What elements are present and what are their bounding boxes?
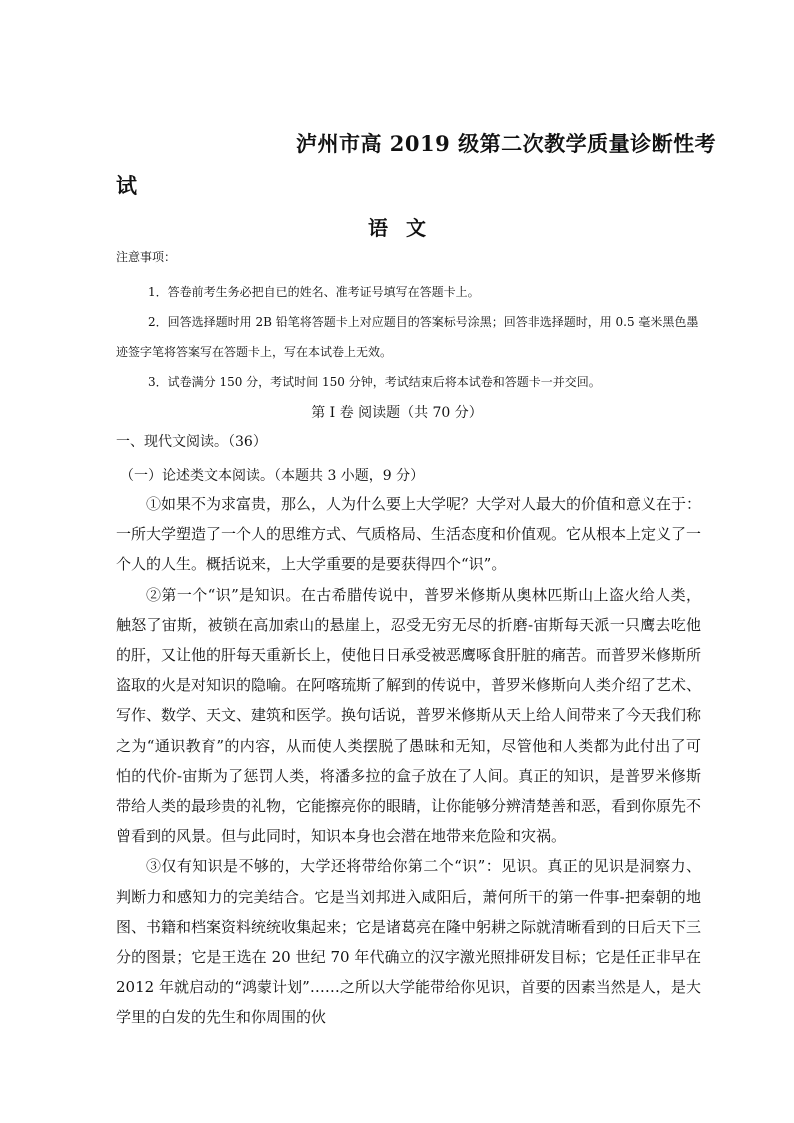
notice-text: 2．回答选择题时用 2B 铅笔将答题卡上对应题目的答案标号涂黑；回答非选择题时，用 0.5 毫米黑色墨迹签字笔将答案写在答题卡上，写在本试卷上无效。 xyxy=(116,315,699,359)
section-title: 第 I 卷 阅读题（共 70 分） xyxy=(311,405,483,421)
exam-title-line1: 泸州市高 2019 级第二次教学质量诊断性考 xyxy=(296,131,717,156)
exam-title-line2: 试 xyxy=(116,173,137,198)
notice-text: 3．试卷满分 150 分，考试时间 150 分钟，考试结束后将本试卷和答题卡一并交回。 xyxy=(148,375,601,389)
paragraph: ③仅有知识是不够的，大学还将带给你第二个“识”：见识。真正的见识是洞察力、判断力和感知力的完美结合。它是当刘邦进入咸阳后，萧何所干的第一件事-把秦朝的地图、书籍和档案资料统统收集起来；它是诸葛亮在隆中躬耕之际就清晰看到的日后天下三分的图景；它是王选在 20 世纪 70 年代确立的汉字激光照排研发目标；它是任正非早在 2012 年就启动的“鸿蒙计划”……之所以大学能带给你见识，首要的因素当然是人，是大学里的白发的先生和你周围的伙 xyxy=(116,857,702,1027)
paragraph: ①如果不为求富贵，那么，人为什么要上大学呢？大学对人最大的价值和意义在于：一所大学塑造了一个人的思维方式、气质格局、生活态度和价值观。它从根本上定义了一个人的人生。概括说来，上大学重要的是要获得四个“识”。 xyxy=(116,495,702,574)
notice-item-1 xyxy=(116,277,701,307)
notice-heading: 注意事项： xyxy=(116,250,177,264)
notice-item-2 xyxy=(116,307,701,367)
paragraph: ②第一个“识”是知识。在古希腊传说中，普罗米修斯从奥林匹斯山上盗火给人类，触怒了宙斯，被锁在高加索山的悬崖上，忍受无穷无尽的折磨-宙斯每天派一只鹰去吃他的肝，又让他的肝每天重新长上，使他日日承受被恶鹰啄食肝脏的痛苦。而普罗米修斯所盗取的火是对知识的隐喻。在阿喀琉斯了解到的传说中，普罗米修斯向人类介绍了艺术、写作、数学、天文、建筑和医学。换句话说，普罗米修斯从天上给人间带来了今天我们称之为“通识教育”的内容，从而使人类摆脱了愚昧和无知，尽管他和人类都为此付出了可怕的代价-宙斯为了惩罚人类，将潘多拉的盒子放在了人间。真正的知识，是普罗米修斯带给人类的最珍贵的礼物，它能擦亮你的眼睛，让你能够分辨清楚善和恶，看到你原先不曾看到的风景。但与此同时，知识本身也会潜在地带来危险和灾祸。 xyxy=(116,585,702,846)
sub-heading: （一）论述类文本阅读。（本题共 3 小题，9 分） xyxy=(120,468,425,484)
subject-title: 语文 xyxy=(368,216,444,240)
passage xyxy=(116,489,701,1033)
part-heading: 一、现代文阅读。（36） xyxy=(116,434,267,450)
notice-text: 1．答卷前考生务必把自已的姓名、准考证号填写在答题卡上。 xyxy=(148,285,480,299)
notice-item-3 xyxy=(116,367,701,397)
